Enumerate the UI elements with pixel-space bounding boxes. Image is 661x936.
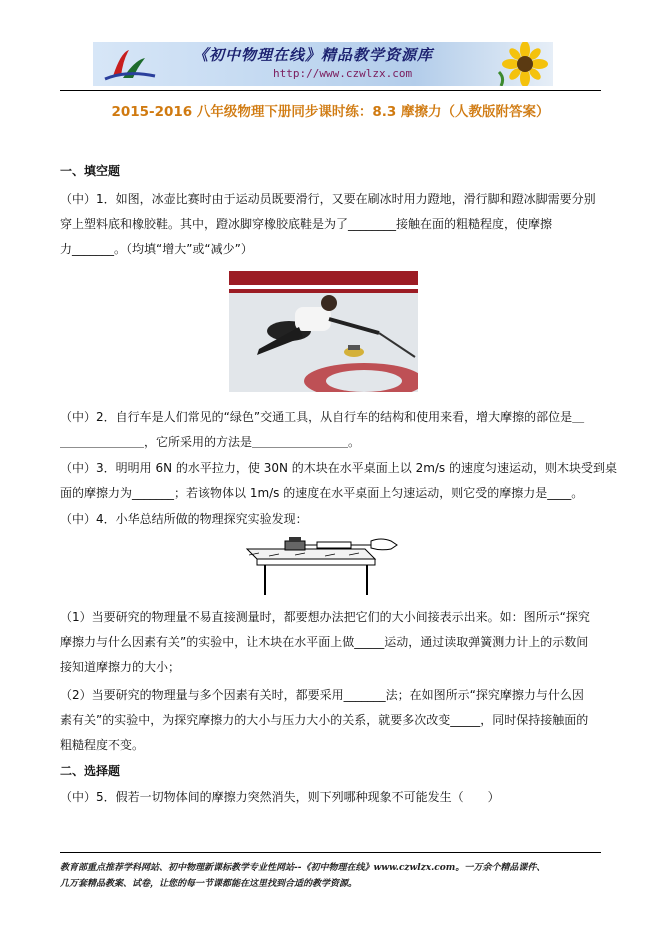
- question-3-line-1: （中）3．明明用 6N 的水平拉力，使 30N 的木块在水平桌面上以 2m/s 的速度匀速运动，则木块受到桌: [60, 461, 618, 475]
- footer: [60, 860, 601, 892]
- friction-experiment-figure: [245, 535, 400, 597]
- question-1-line-3: 力_______。（均填“增大”或“减少”）: [60, 242, 253, 256]
- banner-url: http://www.czwlzx.com: [273, 67, 413, 80]
- question-4-part-2-line-1: （2）当要研究的物理量与多个因素有关时，都要采用_______法；在如图所示“探究摩擦力与什么因: [60, 688, 584, 702]
- question-4-part-2-line-2: 素有关”的实验中，为探究摩擦力的大小与压力大小的关系，就要多次改变_____，同时保持接触面的: [60, 713, 589, 727]
- section-heading-fill-blank: 一、填空题: [60, 164, 121, 178]
- question-4-part-1-line-3: 接知道摩擦力的大小；: [60, 660, 181, 674]
- header-rule: [60, 90, 601, 91]
- question-4-part-2-line-3: 粗糙程度不变。: [60, 738, 145, 752]
- banner-title: 《初中物理在线》精品教学资源库: [193, 46, 434, 64]
- section-heading-multiple-choice: 二、选择题: [60, 764, 121, 778]
- sunflower-image: [495, 42, 551, 86]
- question-1-line-2: 穿上塑料底和橡胶鞋。其中，蹬冰脚穿橡胶底鞋是为了________接触在面的粗糙程度，使摩擦: [60, 217, 553, 231]
- question-5-line: （中）5．假若一切物体间的摩擦力突然消失，则下列哪种现象不可能发生（ ）: [60, 790, 500, 804]
- question-3-line-2: 面的摩擦力为_______；若该物体以 1m/s 的速度在水平桌面上匀速运动，则它受的摩擦力是____。: [60, 486, 584, 500]
- question-4-part-1-line-2: 摩擦力与什么因素有关”的实验中，让木块在水平面上做_____运动，通过读取弹簧测力计上的示数间: [60, 635, 589, 649]
- question-2-line-1: （中）2．自行车是人们常见的“绿色”交通工具，从自行车的结构和使用来看，增大摩擦的部位是＿: [60, 410, 585, 424]
- curling-photo: [229, 271, 418, 392]
- document-title: 2015-2016 八年级物理下册同步课时练：8.3 摩擦力（人教版附答案）: [111, 104, 550, 120]
- footer-rule: [60, 852, 601, 853]
- footer-line-2: 几万套精品教案、试卷，让您的每一节课都能在这里找到合适的教学资源。: [60, 879, 358, 889]
- question-4-line: （中）4．小华总结所做的物理探究实验发现：: [60, 512, 308, 526]
- footer-line-1: 教育部重点推荐学科网站、初中物理新课标教学专业性网站--《初中物理在线》www.czwlzx.com。一万余个精品课件、: [60, 863, 546, 873]
- question-2-line-2: ＿＿＿＿＿＿＿，它所采用的方法是＿＿＿＿＿＿＿＿。: [60, 435, 361, 449]
- site-logo: [99, 46, 159, 82]
- question-1-line-1: （中）1．如图，冰壶比赛时由于运动员既要滑行，又要在刷冰时用力蹬地，滑行脚和蹬冰脚需要分别: [60, 192, 596, 206]
- header-banner: [93, 42, 553, 86]
- question-4-part-1-line-1: （1）当要研究的物理量不易直接测量时，都要想办法把它们的大小间接表示出来。如：图所示“探究: [60, 610, 590, 624]
